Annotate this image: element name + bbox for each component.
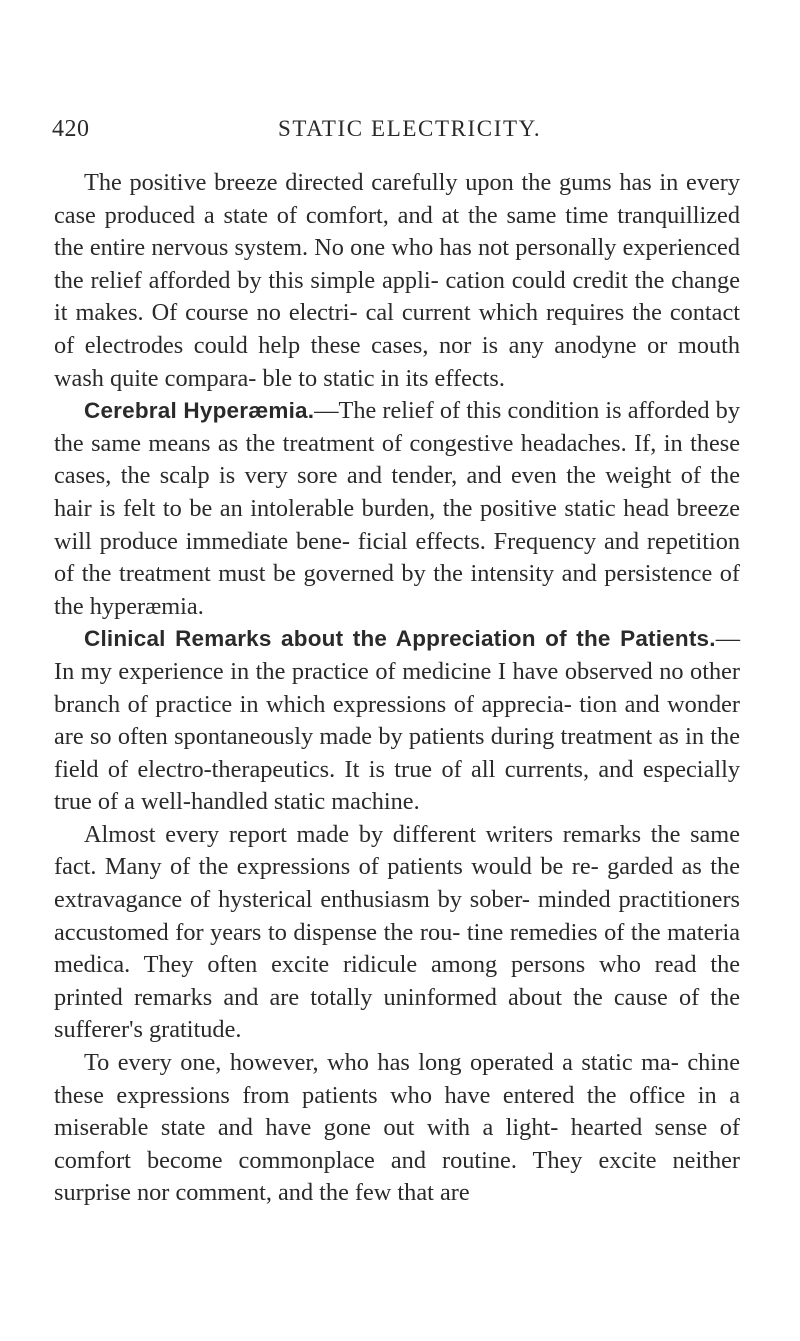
page-header: [52, 116, 752, 146]
paragraph-text: Almost every report made by different writers remarks the same fact. Many of the expressions of patients would be re- garded as the extravagance of hysterical enthusiasm by sober- minded practitioners accustomed for years to dispense the rou- tine remedies of the materia medica. They often excite ridicule among persons who read the printed remarks and are totally uninformed about the cause of the sufferer's gratitude.: [54, 820, 740, 1044]
page-number: 420: [52, 116, 90, 142]
paragraph-text: — In my experience in the practice of medicine I have observed no other branch of practice in which expressions of apprecia- tion and wonder are so often spontaneously made by patients during treatment as in the field of electro-therapeutics. It is true of all currents, and especially true of a well-handled static machine.: [54, 625, 740, 816]
paragraph: [54, 623, 740, 819]
paragraph: [54, 1047, 740, 1210]
section-heading-clinical-remarks: Clinical Remarks about the Appreciation of the Patients.: [84, 626, 716, 652]
running-head: STATIC ELECTRICITY.: [278, 116, 542, 141]
section-heading-cerebral-hyperaemia: Cerebral Hyperæmia.: [84, 398, 315, 424]
paragraph: [54, 167, 740, 395]
paragraph-text: To every one, however, who has long operated a static ma- chine these expressions from patients who have entered the office in a miserable state and have gone out with a light- hearted sense of comfort become commonplace and routine. They excite neither surprise nor comment, and the few that are: [54, 1049, 740, 1207]
paragraph-text: The positive breeze directed carefully upon the gums has in every case produced a state of comfort, and at the same time tranquillized the entire nervous system. No one who has not personally experienced the relief afforded by this simple appli- cation could credit the change it makes. Of course no electri- cal current which requires the contact of electrodes could help these cases, nor is any anodyne or mouth wash quite compara- ble to static in its effects.: [54, 169, 740, 392]
body-text: [54, 167, 740, 1210]
paragraph: [54, 819, 740, 1047]
paragraph-text: —The relief of this condition is afforded by the same means as the treatment of congestive headaches. If, in these cases, the scalp is very sore and tender, and even the weight of the hair is felt to be an intolerable burden, the positive static head breeze will produce immediate bene- ficial effects. Frequency and repetition of the treatment must be governed by the intensity and persistence of the hyperæmia.: [54, 397, 740, 620]
paragraph: [54, 395, 740, 623]
